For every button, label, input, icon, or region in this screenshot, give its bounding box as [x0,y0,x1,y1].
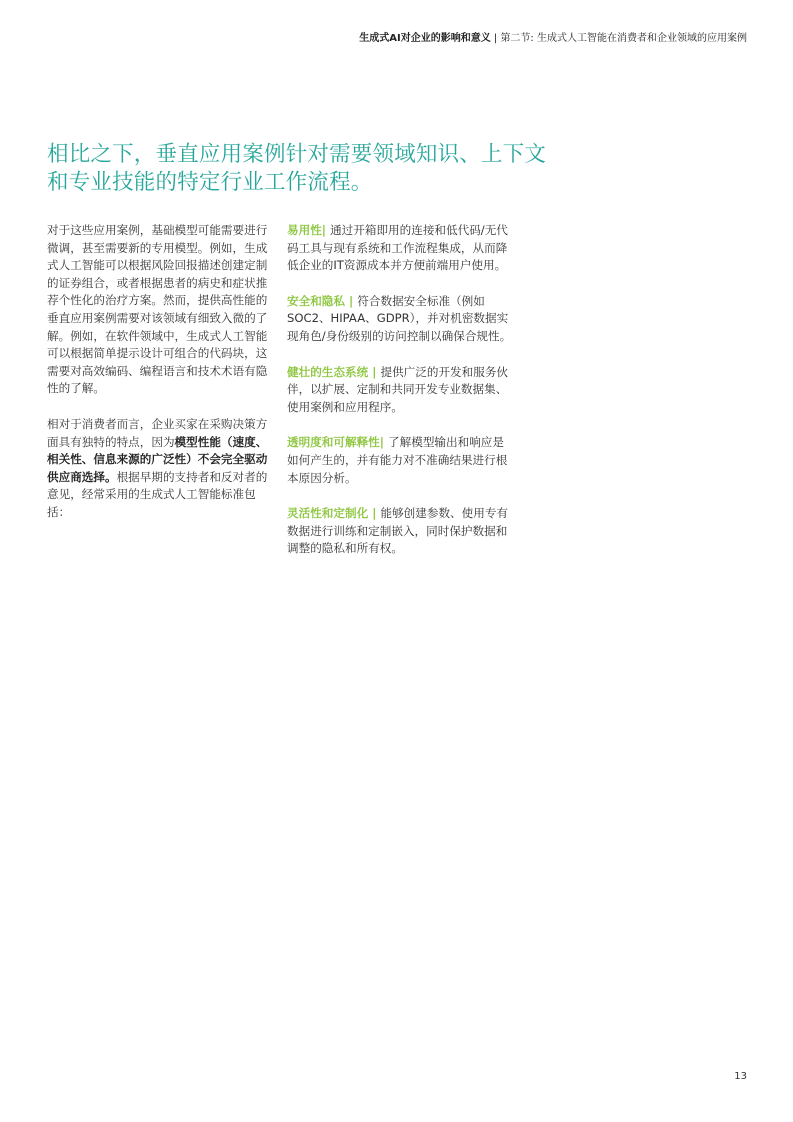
criterion-text: 符合数据安全标准（例如SOC2、HIPAA、GDPR），并对机密数据实现角色/身份级别的访问控制以确保合规性。 [287,293,512,343]
criteria-list [287,222,513,576]
headline-line-1: 相比之下，垂直应用案例针对需要领域知识、上下文 [47,142,547,167]
criterion-title: 灵活性和定制化 [287,506,369,521]
buyer-paragraph-outro: 根据早期的支持者和反对者的意见，经常采用的生成式人工智能标准包括： [47,469,268,519]
criterion-title: 易用性 [287,223,322,237]
criterion-text: 了解模型输出和响应是如何产生的，并有能力对不准确结果进行根本原因分析。 [287,435,508,485]
buyer-paragraph-intro: 相对于消费者而言，企业买家在采购决策方面具有独特的特点，因为 [47,416,268,449]
criterion-transparency [287,434,513,487]
buyer-paragraph [47,416,269,522]
criterion-separator: | [321,223,331,237]
criterion-text: 提供广泛的开发和服务伙伴，以扩展、定制和共同开发专业数据集、使用案例和应用程序。 [287,364,509,414]
criterion-separator: | [368,364,381,379]
criterion-flexibility [287,505,513,558]
criterion-title: 安全和隐私 [287,293,345,308]
criterion-title: 透明度和可解释性 [287,435,380,450]
header-section-title: 第二节: 生成式人工智能在消费者和企业领域的应用案例 [500,33,747,44]
intro-paragraph: 对于这些应用案例，基础模型可能需要进行微调，甚至需要新的专用模型。例如，生成式人工智能可以根据风险回报描述创建定制的证券组合，或者根据患者的病史和症状推荐个性化的治疗方案。然而，提供高性能的垂直应用案例需要对该领域有细致入微的了解。例如，在软件领域中，生成式人工智能可以根据简单提示设计可组合的代码块，这需要对高效编码、编程语言和技术术语有隐性的了解。 [47,223,268,396]
page-number: 13 [734,1071,747,1082]
header-separator: | [490,33,501,44]
criterion-security-privacy [287,293,513,346]
criterion-text: 通过开箱即用的连接和低代码/无代码工具与现有系统和工作流程集成，从而降低企业的IT资源成本并方便前端用户使用。 [287,223,508,273]
criterion-separator: | [368,506,381,521]
running-header [359,32,747,46]
criterion-ease-of-use [287,222,513,275]
headline-line-2: 和专业技能的特定行业工作流程。 [47,170,373,195]
left-column [47,222,269,540]
criterion-separator: | [379,435,389,450]
criterion-ecosystem [287,364,513,417]
section-headline [47,141,567,197]
header-document-title: 生成式AI对企业的影响和意义 [359,33,491,44]
criterion-separator: | [344,293,358,308]
criterion-text: 能够创建参数、使用专有数据进行训练和定制嵌入，同时保护数据和调整的隐私和所有权。 [287,506,509,556]
criterion-title: 健壮的生态系统 [287,364,369,379]
buyer-paragraph-emphasis: 模型性能（速度、相关性、信息来源的广泛性）不会完全驱动供应商选择。 [47,434,268,484]
